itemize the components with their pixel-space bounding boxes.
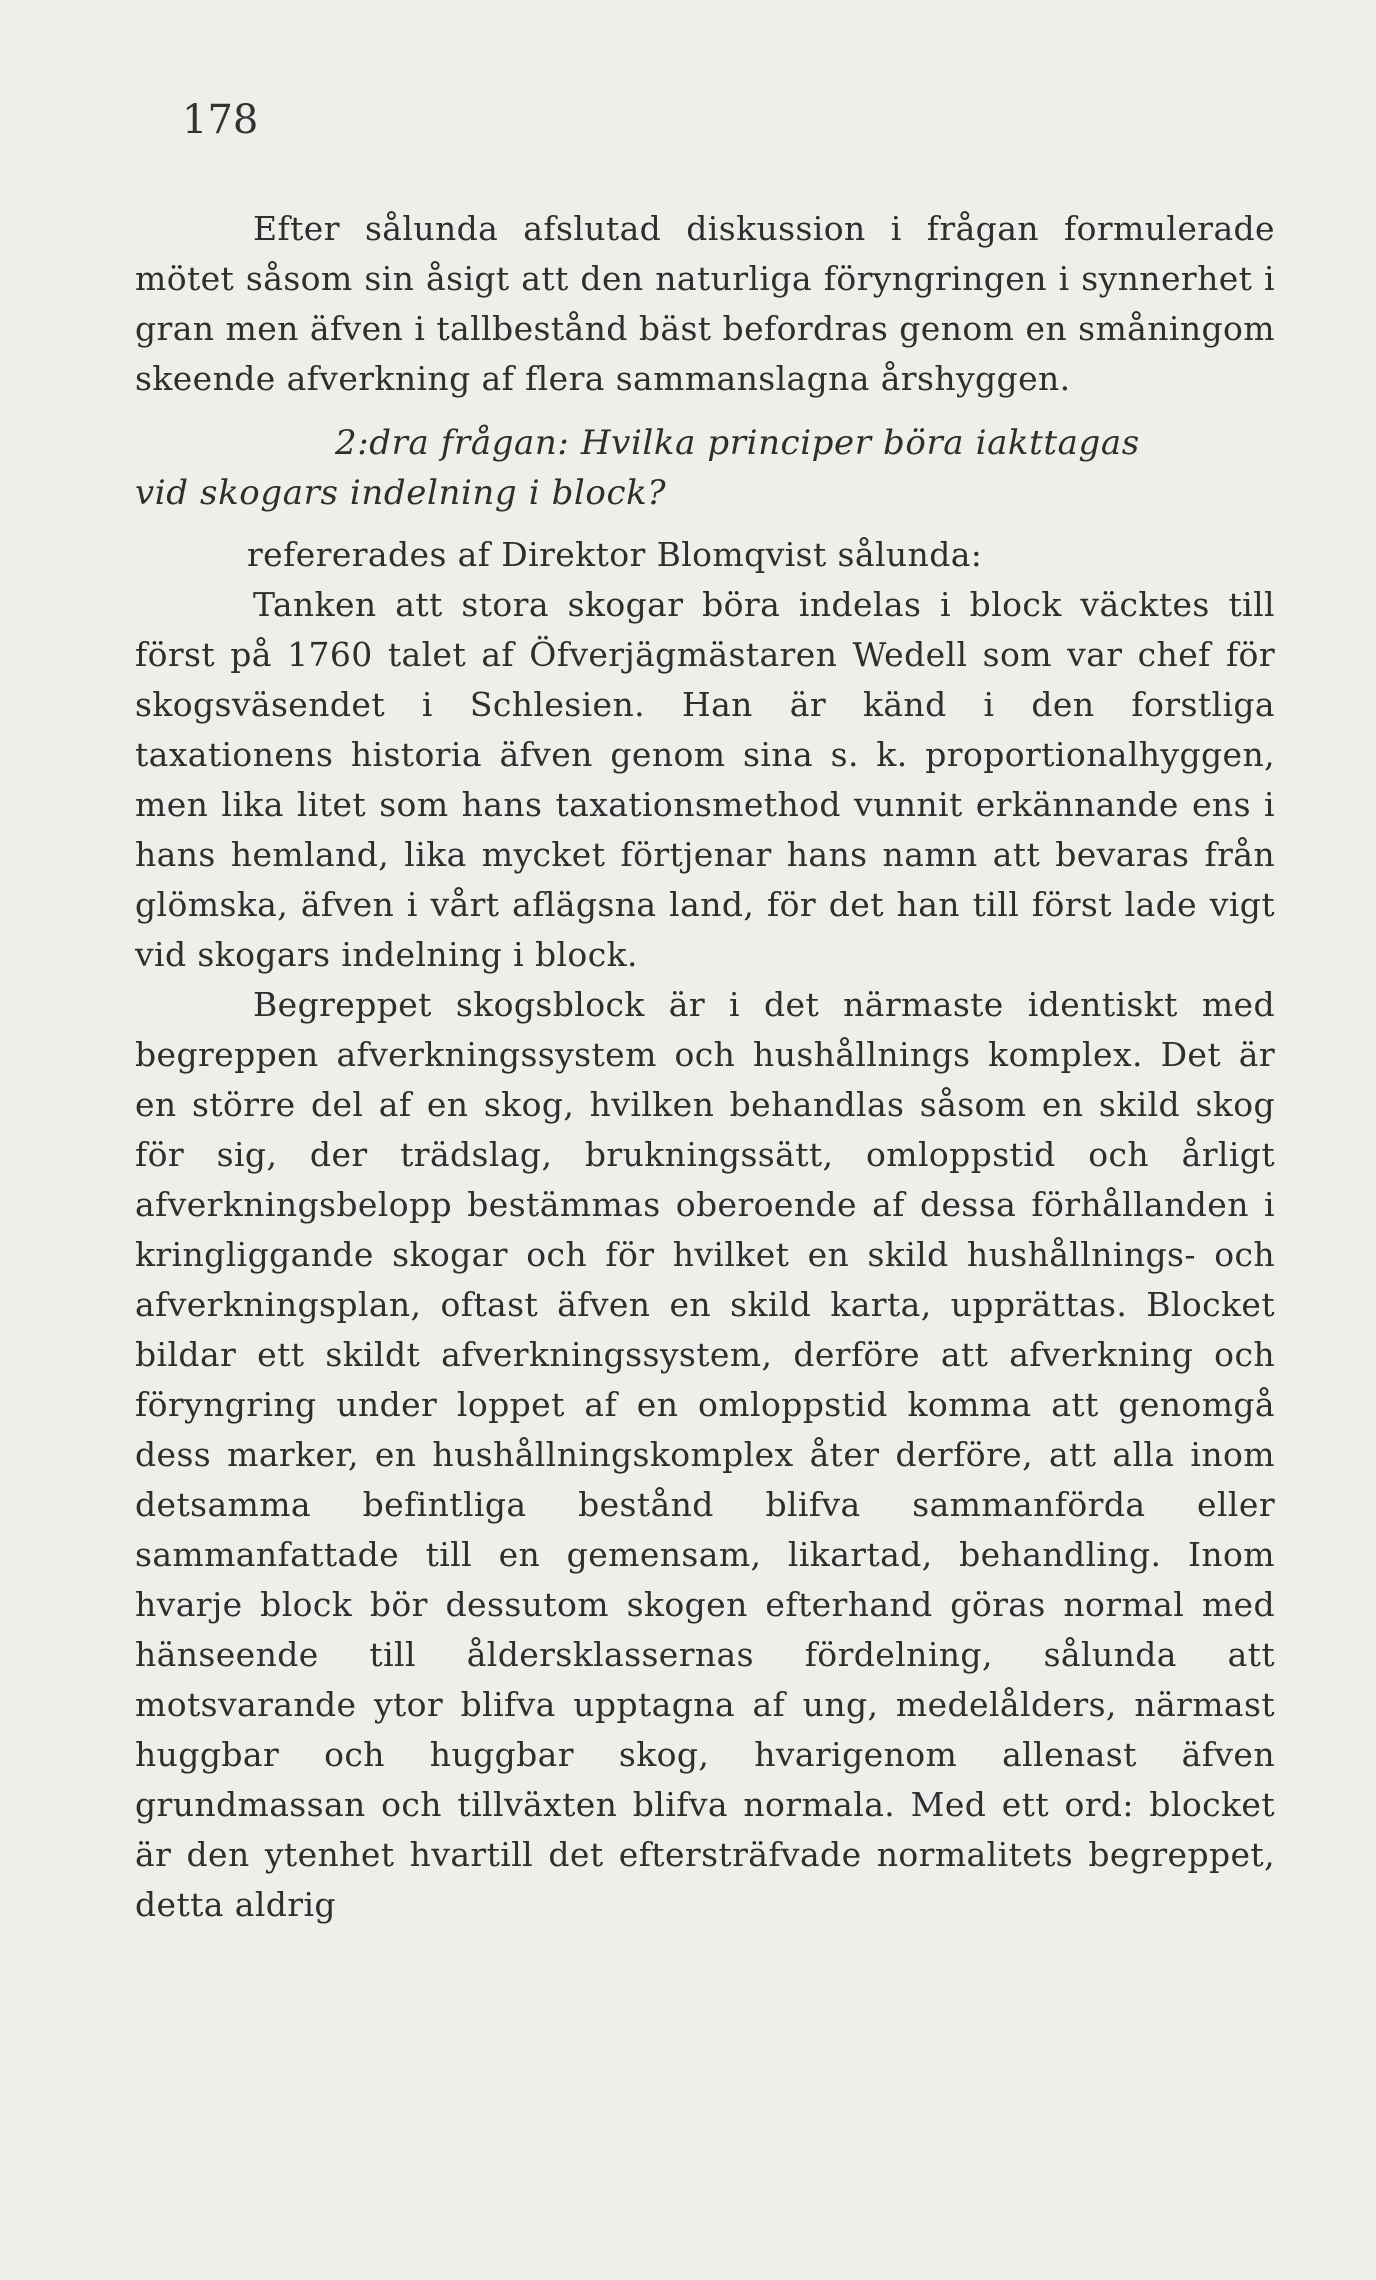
paragraph-intro: Efter sålunda afslutad diskussion i frågan formulerade mötet såsom sin åsigt att den naturliga föryngringen i synnerhet i gran men äfven i tallbestånd bäst befordras genom en småningom skeende afverkning af flera sammanslagna årshyggen.: [135, 209, 1275, 398]
page-number: 178: [182, 97, 259, 143]
paragraph-wedell: Tanken att stora skogar böra indelas i block väcktes till först på 1760 talet af Öfverjägmästaren Wedell som var chef för skogsväsendet i Schlesien. Han är känd i den forstliga taxationens historia äfven genom sina s. k. proportionalhyggen, men lika litet som hans taxationsmethod vunnit erkännande ens i hans hemland, lika mycket förtjenar hans namn att bevaras från glömska, äfven i vårt aflägsna land, för det han till först lade vigt vid skogars indelning i block.: [135, 585, 1275, 974]
question-heading-line1: 2:dra frågan: Hvilka principer böra iakttagas: [335, 423, 1140, 463]
reported-by-line: refererades af Direktor Blomqvist sålunda:: [247, 535, 983, 574]
question-heading-line2: vid skogars indelning i block?: [135, 473, 667, 513]
text-column: [135, 204, 1275, 1930]
question-heading: [135, 418, 1275, 518]
paragraph-skogsblock: Begreppet skogsblock är i det närmaste identiskt med begreppen afverkningssystem och hushållnings komplex. Det är en större del af en skog, hvilken behandlas såsom en skild skog för sig, der trädslag, brukningssätt, omloppstid och årligt afverkningsbelopp bestämmas oberoende af dessa förhållanden i kringliggande skogar och för hvilket en skild hushållnings- och afverkningsplan, oftast äfven en skild karta, upprättas. Blocket bildar ett skildt afverkningssystem, derföre att afverkning och föryngring under loppet af en omloppstid komma att genomgå dess marker, en hushållningskomplex åter derföre, att alla inom detsamma befintliga bestånd blifva sammanförda eller sammanfattade till en gemensam, likartad, behandling. Inom hvarje block bör dessutom skogen efterhand göras normal med hänseende till åldersklassernas fördelning, sålunda att motsvarande ytor blifva upptagna af ung, medelålders, närmast huggbar och huggbar skog, hvarigenom allenast äfven grundmassan och tillväxten blifva normala. Med ett ord: blocket är den ytenhet hvartill det eftersträfvade normalitets begreppet, detta aldrig: [135, 985, 1275, 1924]
